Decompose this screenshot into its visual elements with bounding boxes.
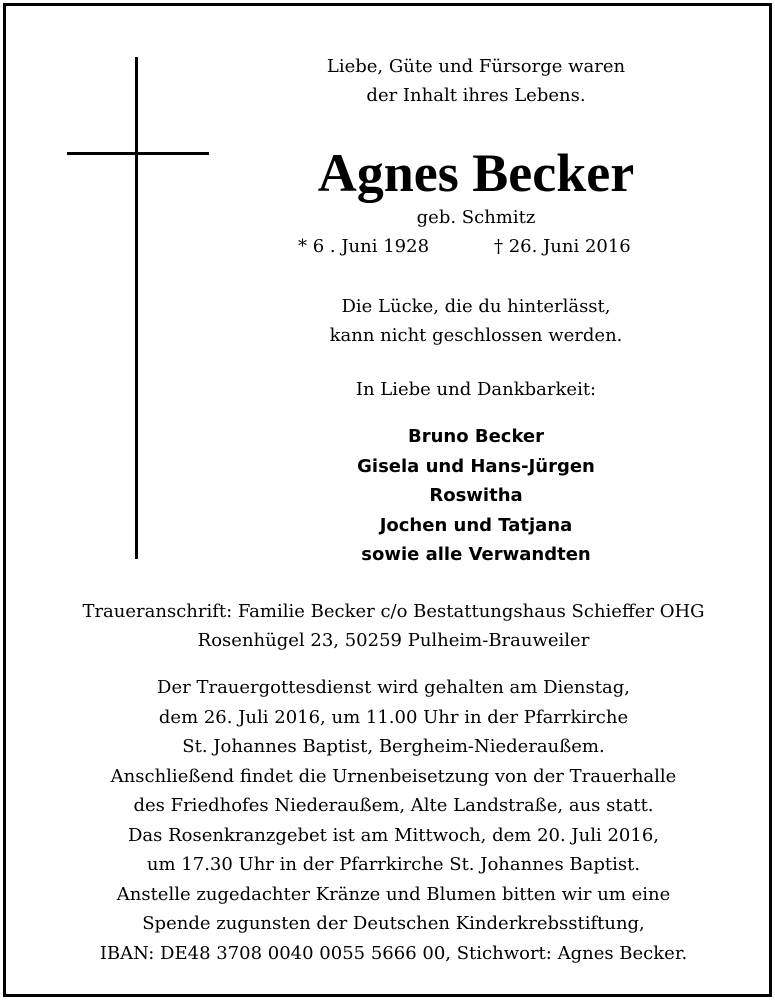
deceased-name: Agnes Becker [317, 143, 635, 203]
intro-line: Liebe, Güte und Fürsorge waren [326, 56, 626, 77]
mourner-name: Roswitha [429, 485, 523, 506]
memorial-quote [286, 292, 666, 350]
mourner-name: Jochen und Tatjana [379, 514, 573, 536]
service-line: Spende zugunsten der Deutschen Kinderkrebsstiftung, [142, 913, 645, 934]
service-line: dem 26. Juli 2016, um 11.00 Uhr in der Pfarrkirche [158, 706, 629, 728]
obituary-frame [3, 3, 772, 997]
birth-date: * 6 . Juni 1928 [298, 236, 430, 257]
quote-line: kann nicht geschlossen werden. [329, 325, 623, 346]
service-line: des Friedhofes Niederaußem, Alte Landstraße, aus statt. [133, 795, 654, 816]
service-line: Anstelle zugedachter Kränze und Blumen bitten wir um eine [116, 883, 671, 905]
service-line: Anschließend findet die Urnenbeisetzung von der Trauerhalle [110, 765, 677, 787]
service-line: Das Rosenkranzgebet ist am Mittwoch, dem 20. Juli 2016, [128, 824, 659, 846]
mourners-list [296, 422, 656, 570]
intro-verse [286, 52, 666, 110]
cross-vertical-bar [135, 57, 138, 559]
service-line: Der Trauergottesdienst wird gehalten am Dienstag, [157, 677, 630, 698]
mourner-name: sowie alle Verwandten [361, 544, 591, 565]
address-line: Rosenhügel 23, 50259 Pulheim-Brauweiler [197, 630, 590, 651]
service-line: St. Johannes Baptist, Bergheim-Niederaußem. [182, 736, 605, 757]
address-line: Traueranschrift: Familie Becker c/o Bestattungshaus Schieffer OHG [82, 601, 705, 622]
death-date: † 26. Juni 2016 [494, 236, 631, 257]
mourner-name: Bruno Becker [407, 426, 545, 447]
service-details [26, 673, 761, 968]
cross-horizontal-bar [67, 152, 209, 155]
gratitude-line: In Liebe und Dankbarkeit: [355, 379, 597, 400]
intro-line: der Inhalt ihres Lebens. [366, 85, 586, 106]
mourner-name: Gisela und Hans-Jürgen [357, 455, 595, 477]
maiden-name: geb. Schmitz [416, 207, 536, 228]
mourning-address [26, 597, 761, 655]
service-line: IBAN: DE48 3708 0040 0055 5666 00, Stichwort: Agnes Becker. [99, 942, 688, 964]
service-line: um 17.30 Uhr in der Pfarrkirche St. Johannes Baptist. [146, 854, 641, 875]
quote-line: Die Lücke, die du hinterlässt, [341, 296, 611, 317]
